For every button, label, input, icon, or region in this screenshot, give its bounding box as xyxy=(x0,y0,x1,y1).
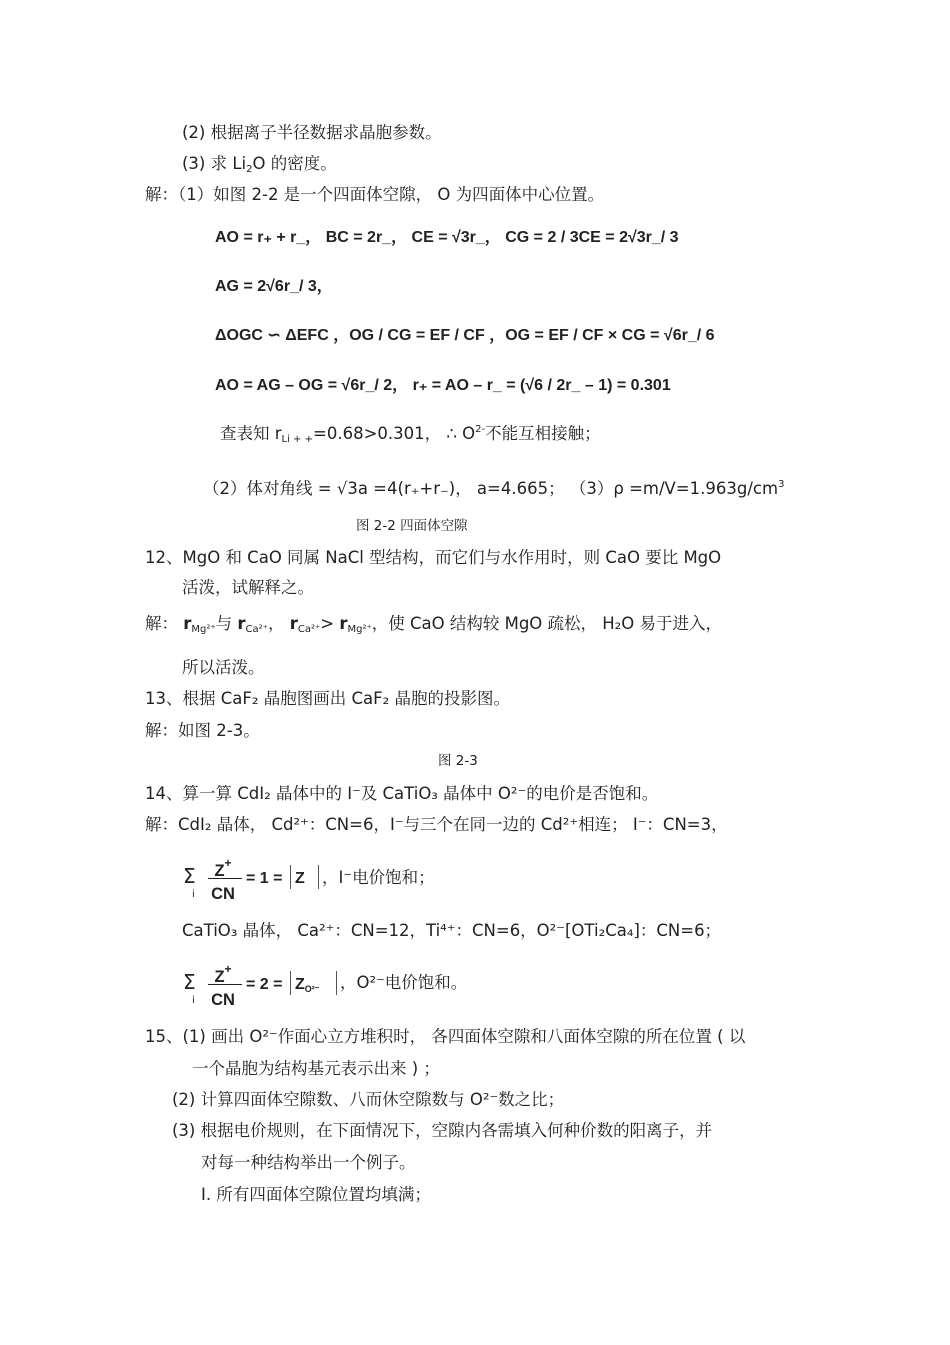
abs-bar-right xyxy=(318,865,319,889)
figure-2-3-caption: 图 2-3 xyxy=(438,753,478,769)
question-15-3-cont: 对每一种结构举出一个例子。 xyxy=(201,1153,416,1172)
equation-3: ΔOGC ∽ ΔEFC ，OG / CG = EF / CF ，OG = EF / CF × CG = √6r_/ 6 xyxy=(215,327,715,344)
sum-2-equals: = 2 = xyxy=(246,976,283,993)
fraction-bar xyxy=(208,878,242,879)
question-15-3: (3) 根据电价规则，在下面情况下，空隙内各需填入何种价数的阳离子，并 xyxy=(172,1121,713,1140)
question-3: (3) 求 $Li_2O$ 的密度。 xyxy=(182,154,337,175)
abs-bar-left xyxy=(290,971,291,995)
equation-1: AO = r₊ + r_， BC = 2r_， CE = √3r_， CG = 2 / 3CE = 2√3r_/ 3 xyxy=(215,229,679,246)
sum-1-saturation: ，I⁻电价饱和； xyxy=(322,868,435,887)
question-14: 14、算一算 CdI₂ 晶体中的 I⁻及 CaTiO₃ 晶体中 O²⁻的电价是否饱和。 xyxy=(145,784,659,803)
solution-1: 解：（1）如图 2-2 是一个四面体空隙， O 为四面体中心位置。 xyxy=(145,185,605,204)
sigma-symbol: Σ xyxy=(183,970,196,994)
question-15: 15、(1) 画出 O²⁻作面心立方堆积时， 各四面体空隙和八面体空隙的所在位置 ( 以 xyxy=(145,1027,746,1046)
sigma-symbol: Σ xyxy=(183,864,196,888)
sum-2-saturation: ，O²⁻电价饱和。 xyxy=(340,973,468,992)
question-15-2: (2) 计算四面体空隙数、八而休空隙数与 O²⁻数之比； xyxy=(172,1090,565,1109)
sum-1-z: Z xyxy=(295,870,305,887)
abs-bar-left xyxy=(290,865,291,889)
catio3-line: CaTiO₃ 晶体， Ca²⁺：CN=12，Ti⁴⁺：CN=6，O²⁻[OTi₂Ca₄]：CN=6； xyxy=(182,921,722,940)
solution-14: 解：CdI₂ 晶体， Cd²⁺：CN=6，I⁻与三个在同一边的 Cd²⁺相连； I⁻：CN=3， xyxy=(145,815,728,834)
equation-4: AO = AG – OG = √6r_/ 2， r₊ = AO – r_ = (√6 / 2r_ – 1) = 0.301 xyxy=(215,377,671,394)
solution-13: 解：如图 2-3。 xyxy=(145,721,260,740)
fraction-numerator: Z+ xyxy=(214,962,232,986)
question-12-cont: 活泼，试解释之。 xyxy=(182,578,314,597)
question-13: 13、根据 CaF₂ 晶胞图画出 CaF₂ 晶胞的投影图。 xyxy=(145,689,510,708)
abs-bar-right xyxy=(336,971,337,995)
fraction-numerator: Z+ xyxy=(214,856,232,880)
sum-2-z: $Z_{O^{2-}}$ xyxy=(295,976,320,994)
question-15-item-1: I. 所有四面体空隙位置均填满； xyxy=(201,1185,431,1204)
question-2: (2) 根据离子半径数据求晶胞参数。 xyxy=(182,123,442,142)
equation-2: AG = 2√6r_/ 3， xyxy=(215,278,333,295)
sigma-index: i xyxy=(192,995,195,1006)
check-line: 查表知 $r_{Li + +}=0.68>0.301$， ∴ $O^{2-}$不能互相接触； xyxy=(220,424,601,445)
fraction-denominator: CN xyxy=(211,991,235,1009)
question-15-cont: 一个晶胞为结构基元表示出来 ) ； xyxy=(192,1059,440,1078)
figure-2-2-caption: 图 2-2 四面体空隙 xyxy=(356,518,468,534)
fraction-denominator: CN xyxy=(211,885,235,903)
question-12: 12、MgO 和 CaO 同属 NaCl 型结构，而它们与水作用时，则 CaO 要比 MgO xyxy=(145,548,722,567)
solution-12-cont: 所以活泼。 xyxy=(182,658,265,677)
fraction-bar xyxy=(208,984,242,985)
body-diagonal-line: （2）体对角线 = √3a =4(r₊+r₋)， a=4.665； $(3)\rho =m/V=1.963g/cm^3$ xyxy=(203,479,785,498)
sum-1-equals: = 1 = xyxy=(246,870,283,887)
solution-12: 解： $r_{Mg^{2+}}$与 $r_{Ca^{2+}}$， $r_{Ca^{2+}}> r_{Mg^{2+}}$，使 CaO 结构较 MgO 疏松， H₂O 易于进入， xyxy=(145,614,723,635)
sigma-index: i xyxy=(192,889,195,900)
